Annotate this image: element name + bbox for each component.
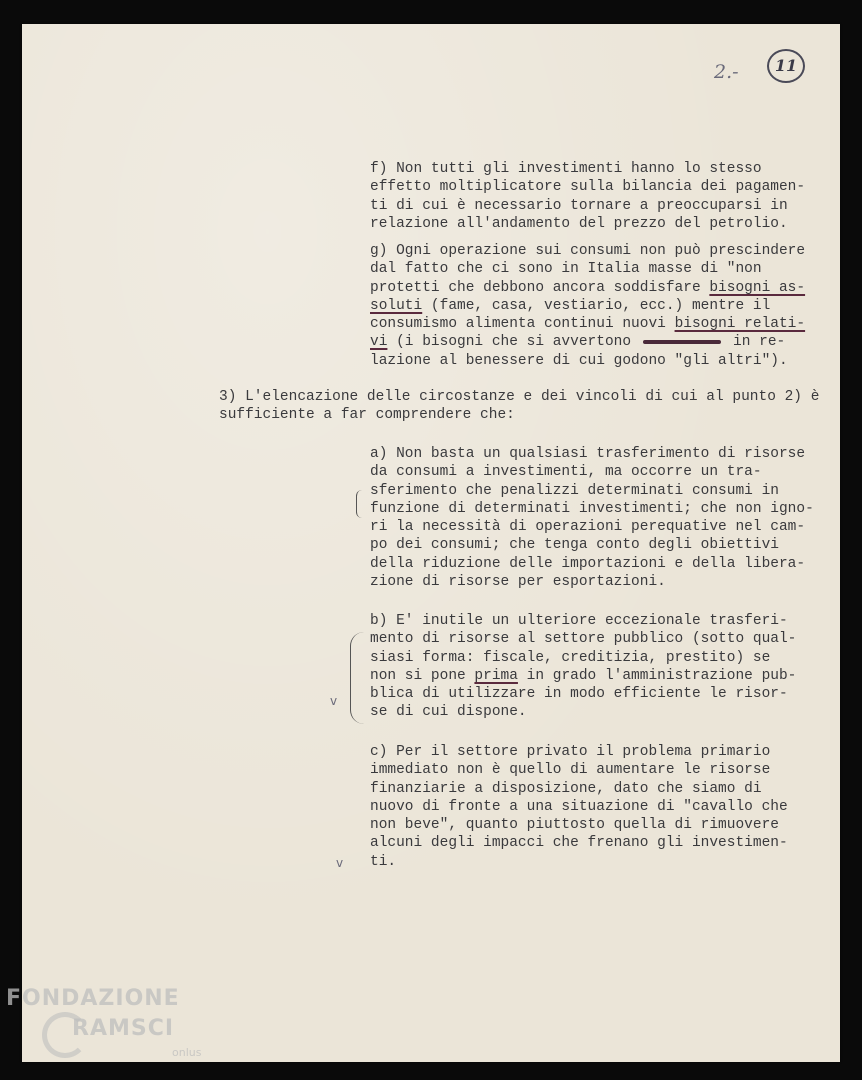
text-line: sufficiente a far comprendere che: <box>219 407 515 424</box>
text-line: effetto moltiplicatore sulla bilancia dei pagamen- <box>370 179 806 196</box>
crossed-out-word <box>643 340 721 344</box>
text-line <box>370 667 797 685</box>
text-line: nuovo di fronte a una situazione di "cavallo che <box>370 798 788 815</box>
text-segment: (fame, casa, vestiario, ecc.) mentre il <box>422 297 771 314</box>
text-line: finanziarie a disposizione, dato che siamo di <box>370 780 762 797</box>
logo-line-3: onlus <box>172 1046 202 1059</box>
margin-check-mark: v <box>330 694 338 708</box>
text-line: a) Non basta un qualsiasi trasferimento di risorse <box>370 446 806 462</box>
paragraph-a <box>370 445 814 591</box>
margin-bracket-b <box>350 632 365 724</box>
underlined-term: bisogni as- <box>709 279 806 296</box>
text-line: g) Ogni operazione sui consumi non può prescindere <box>370 243 806 259</box>
text-line: della riduzione delle importazioni e della libera- <box>370 555 806 572</box>
text-line: 3) L'elencazione delle circostanze e dei vincoli di cui al punto 2) è <box>219 389 820 405</box>
text-line: sferimento che penalizzi determinati consumi in <box>370 482 779 499</box>
text-line: zione di risorse per esportazioni. <box>370 574 666 591</box>
text-line <box>370 279 806 297</box>
text-line: po dei consumi; che tenga conto degli obiettivi <box>370 537 779 554</box>
paragraph-3 <box>219 388 820 425</box>
text-line: siasi forma: fiscale, creditizia, prestito) se <box>370 649 771 666</box>
text-line: f) Non tutti gli investimenti hanno lo stesso <box>370 161 762 177</box>
text-line: relazione all'andamento del prezzo del petrolio. <box>370 215 788 232</box>
text-line: alcuni degli impacci che frenano gli investimen- <box>370 835 788 852</box>
text-segment: in grado l'amministrazione pub- <box>517 667 797 684</box>
fondazione-gramsci-logo <box>6 986 226 1066</box>
text-line: immediato non è quello di aumentare le risorse <box>370 762 771 779</box>
text-line: blica di utilizzare in modo efficiente le risor- <box>370 686 788 703</box>
paragraph-b <box>370 612 797 722</box>
handwritten-page-marker: 2.- <box>714 61 739 83</box>
text-line <box>370 315 806 333</box>
text-line: mento di risorse al settore pubblico (sotto qual- <box>370 631 797 648</box>
text-line: dal fatto che ci sono in Italia masse di "non <box>370 261 762 278</box>
text-line: lazione al benessere di cui godono "gli altri"). <box>370 352 788 369</box>
text-line: da consumi a investimenti, ma occorre un tra- <box>370 464 762 481</box>
underlined-term: bisogni relati- <box>674 316 806 333</box>
text-segment: non si pone <box>370 667 475 684</box>
text-line <box>370 333 790 351</box>
text-line: c) Per il settore privato il problema primario <box>370 744 771 760</box>
margin-bracket-a <box>356 490 365 518</box>
text-line: ri la necessità di operazioni perequative nel cam- <box>370 519 806 536</box>
paragraph-g <box>370 242 806 370</box>
text-segment: protetti che debbono ancora soddisfare <box>370 279 710 296</box>
paragraph-f <box>370 160 806 233</box>
logo-line-1: FONDAZIONE <box>6 986 180 1011</box>
text-line: non beve", quanto piuttosto quella di rimuovere <box>370 817 779 834</box>
text-line: se di cui dispone. <box>370 704 527 721</box>
text-line <box>370 297 790 315</box>
underlined-term: soluti <box>370 297 423 314</box>
circled-page-number: 11 <box>767 49 805 83</box>
text-segment: consumismo alimenta continui nuovi <box>370 316 675 333</box>
text-line: ti di cui è necessario tornare a preoccuparsi in <box>370 197 788 214</box>
text-line: funzione di determinati investimenti; che non igno- <box>370 500 814 517</box>
underlined-term: prima <box>474 667 518 684</box>
text-segment: in re- <box>733 334 786 351</box>
paragraph-c <box>370 743 790 871</box>
text-segment: (i bisogni che si avvertono <box>387 334 632 351</box>
text-line: b) E' inutile un ulteriore eccezionale trasferi- <box>370 613 788 629</box>
underlined-term: vi <box>370 334 388 351</box>
text-line: ti. <box>370 853 397 870</box>
logo-line-2: RAMSCI <box>72 1016 175 1041</box>
margin-check-mark: v <box>336 856 344 870</box>
